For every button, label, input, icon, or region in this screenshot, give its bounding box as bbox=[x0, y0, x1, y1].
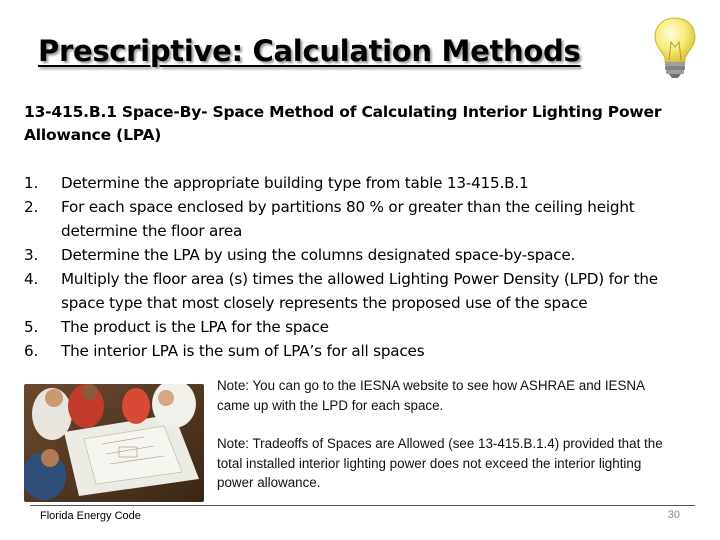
lightbulb-icon bbox=[652, 16, 698, 80]
list-item bbox=[24, 315, 694, 339]
steps-list bbox=[24, 171, 694, 363]
list-item-number: 3. bbox=[24, 246, 39, 264]
note-tradeoffs: Note: Tradeoffs of Spaces are Allowed (see 13-415.B.1.4) provided that the total installed interior lighting power does not exceed the interior lighting power allowance. bbox=[217, 436, 663, 490]
list-item bbox=[24, 195, 694, 243]
list-item-number: 5. bbox=[24, 318, 39, 336]
list-item-text: The interior LPA is the sum of LPA’s for all spaces bbox=[61, 342, 425, 360]
list-item-text: The product is the LPA for the space bbox=[61, 318, 329, 336]
people-reviewing-plans-photo bbox=[24, 384, 204, 502]
list-item-number: 6. bbox=[24, 342, 39, 360]
page-number: 30 bbox=[667, 509, 680, 521]
footer-title: Florida Energy Code bbox=[40, 510, 141, 522]
list-item bbox=[24, 267, 694, 315]
list-item-number: 4. bbox=[24, 270, 39, 288]
list-item-number: 1. bbox=[24, 174, 39, 192]
list-item-number: 2. bbox=[24, 198, 39, 216]
list-item-text: Multiply the floor area (s) times the allowed Lighting Power Density (LPD) for the space type that most closely represents the proposed use of the space bbox=[61, 270, 658, 312]
section-subtitle: 13-415.B.1 Space-By- Space Method of Calculating Interior Lighting Power Allowance (LPA) bbox=[24, 103, 662, 144]
list-item-text: Determine the LPA by using the columns designated space-by-space. bbox=[61, 246, 576, 264]
list-item bbox=[24, 339, 694, 363]
list-item-text: Determine the appropriate building type from table 13-415.B.1 bbox=[61, 174, 529, 192]
slide-title: Prescriptive: Calculation Methods bbox=[38, 34, 581, 68]
note-iesna: Note: You can go to the IESNA website to see how ASHRAE and IESNA came up with the LPD for each space. bbox=[217, 378, 645, 413]
list-item bbox=[24, 243, 694, 267]
list-item-text: For each space enclosed by partitions 80 % or greater than the ceiling height determine the floor area bbox=[61, 198, 635, 240]
list-item bbox=[24, 171, 694, 195]
footer-divider bbox=[30, 505, 695, 506]
